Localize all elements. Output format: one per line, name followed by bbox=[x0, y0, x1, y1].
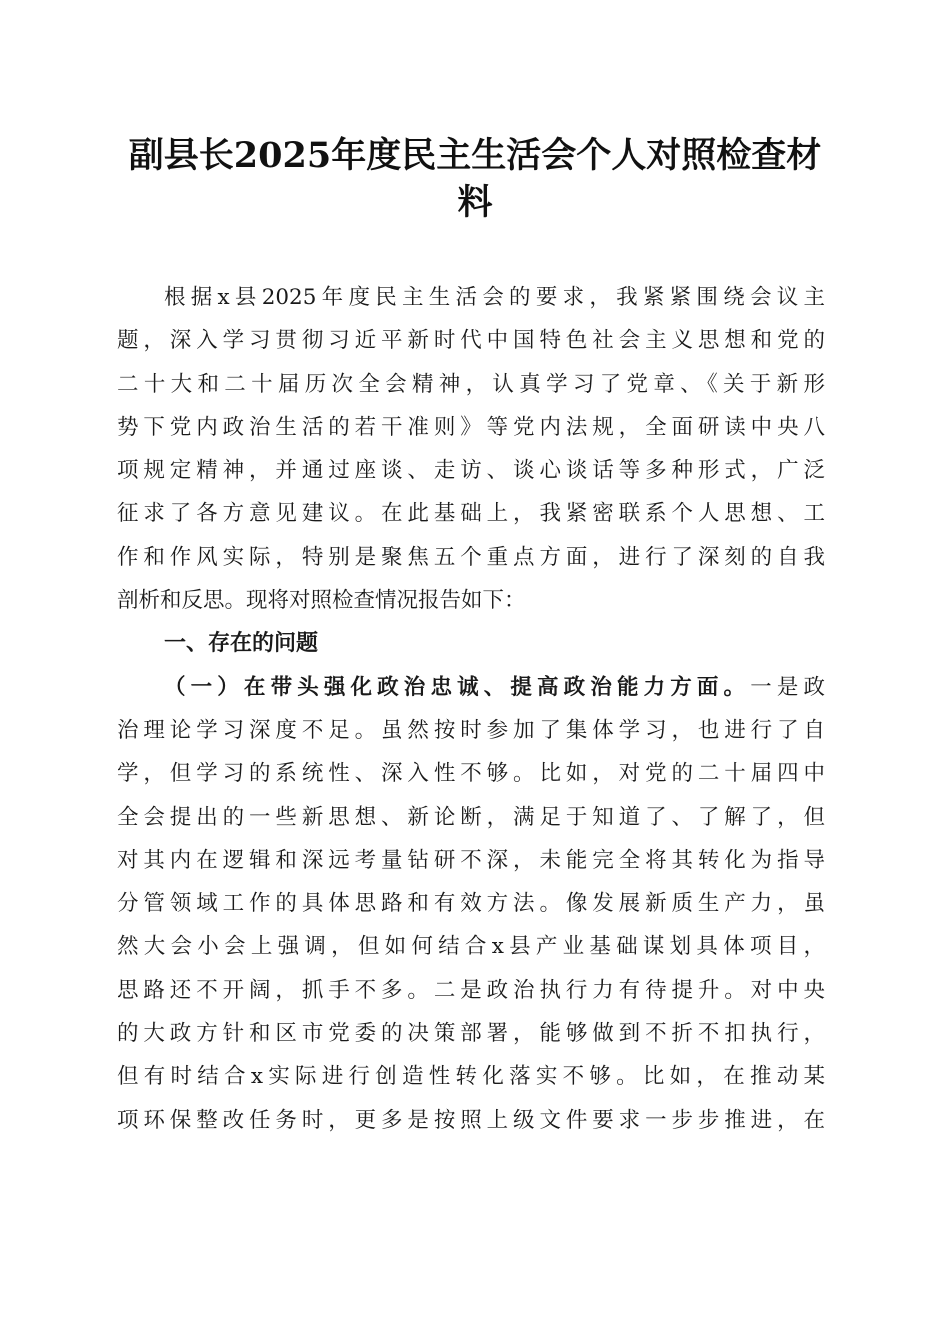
intro-line: 剖析和反思。现将对照检查情况报告如下： bbox=[117, 588, 526, 614]
subsection-1-line: 项环保整改任务时，更多是按照上级文件要求一步步推进，在 bbox=[117, 1107, 825, 1133]
section-heading-problems: 一、存在的问题 bbox=[164, 631, 319, 657]
intro-line: 二十大和二十届历次全会精神，认真学习了党章、《关于新形 bbox=[117, 371, 825, 397]
title-line-2: 料 bbox=[457, 182, 493, 223]
document-title bbox=[120, 132, 830, 226]
intro-line: 作和作风实际，特别是聚焦五个重点方面，进行了深刻的自我 bbox=[117, 544, 825, 570]
document-body bbox=[117, 276, 825, 1142]
intro-line: 题，深入学习贯彻习近平新时代中国特色社会主义思想和党的 bbox=[117, 328, 825, 354]
subsection-1-lead-tail: 一是政 bbox=[750, 674, 825, 700]
intro-paragraph bbox=[117, 276, 825, 622]
subsection-1-line: 对其内在逻辑和深远考量钻研不深，未能完全将其转化为指导 bbox=[117, 847, 825, 873]
intro-line: 势下党内政治生活的若干准则》等党内法规，全面研读中央八 bbox=[117, 414, 825, 440]
subsection-1-line: 治理论学习深度不足。虽然按时参加了集体学习，也进行了自 bbox=[117, 717, 825, 743]
subsection-1-paragraph bbox=[117, 666, 825, 1142]
intro-line: 项规定精神，并通过座谈、走访、谈心谈话等多种形式，广泛 bbox=[117, 458, 825, 484]
subsection-1-first-line bbox=[117, 666, 825, 709]
intro-line: 征求了各方意见建议。在此基础上，我紧密联系个人思想、工 bbox=[117, 501, 825, 527]
subsection-1-line: 的大政方针和区市党委的决策部署，能够做到不折不扣执行， bbox=[117, 1021, 825, 1047]
subsection-1-line: 思路还不开阔，抓手不多。二是政治执行力有待提升。对中央 bbox=[117, 977, 825, 1003]
title-line-1: 副县长2025年度民主生活会个人对照检查材 bbox=[128, 135, 822, 176]
subsection-1-line: 然大会小会上强调，但如何结合x县产业基础谋划具体项目， bbox=[117, 934, 825, 960]
subsection-1-line: 但有时结合x实际进行创造性转化落实不够。比如，在推动某 bbox=[117, 1064, 825, 1090]
subsection-1-heading: （一）在带头强化政治忠诚、提高政治能力方面。 bbox=[164, 674, 751, 700]
intro-line: 根据x县2025年度民主生活会的要求，我紧紧围绕会议主 bbox=[164, 285, 825, 310]
subsection-1-line: 全会提出的一些新思想、新论断，满足于知道了、了解了，但 bbox=[117, 804, 825, 830]
subsection-1-line: 学，但学习的系统性、深入性不够。比如，对党的二十届四中 bbox=[117, 761, 825, 787]
subsection-1-line: 分管领域工作的具体思路和有效方法。像发展新质生产力，虽 bbox=[117, 891, 825, 917]
